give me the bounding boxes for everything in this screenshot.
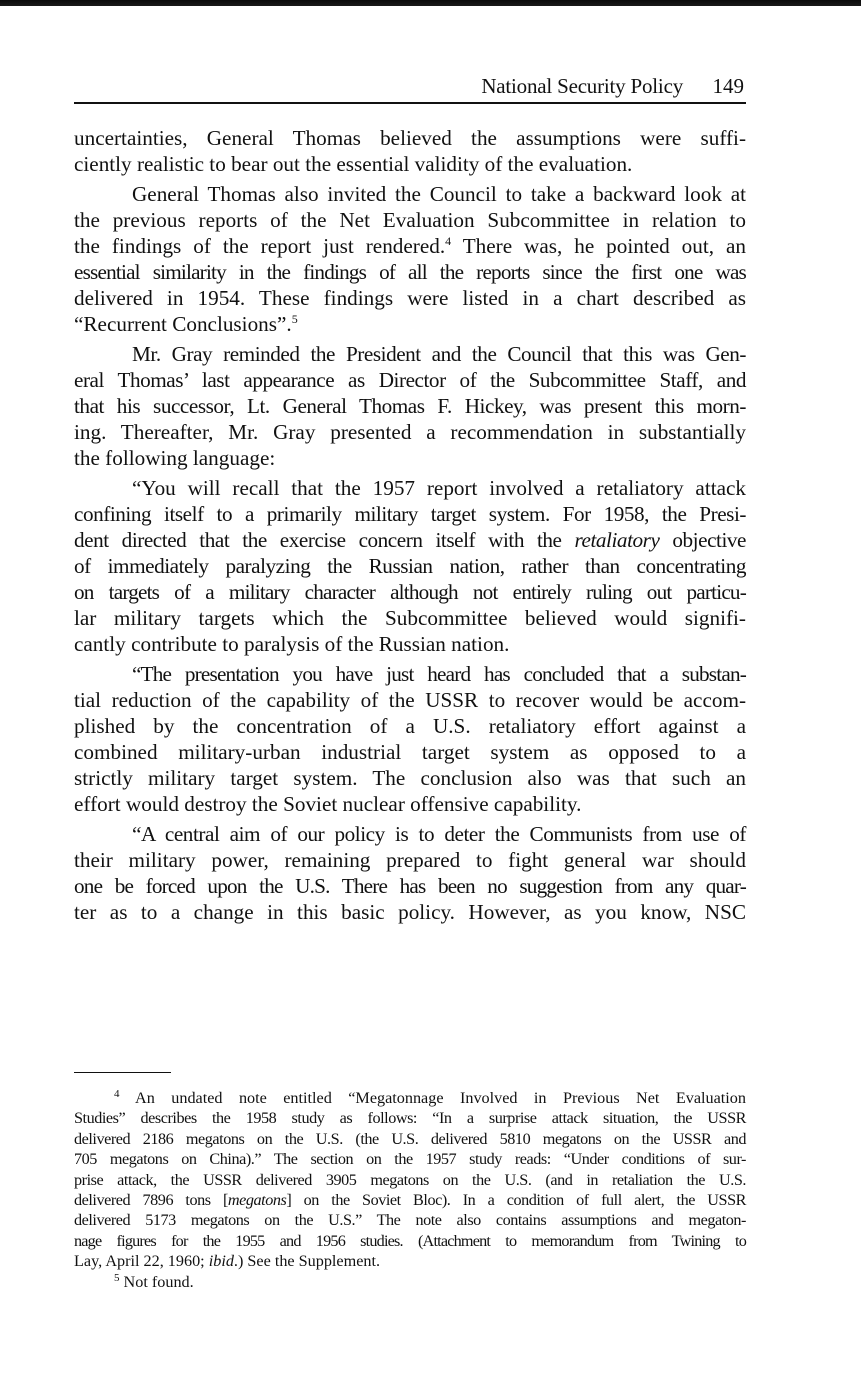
footnote-ref-5[interactable]: 5 xyxy=(291,311,298,326)
text-span: ] on the Soviet Bloc). In a condition of full alert, the USSR xyxy=(286,1190,746,1209)
text-span: the findings of the report just rendered. xyxy=(74,234,446,259)
text-span: An undated note entitled “Megatonnage Involved in Previous Net Evaluation xyxy=(119,1089,746,1107)
text-line: essential similarity in the findings of all the reports since the first one was xyxy=(74,260,746,285)
running-head xyxy=(74,74,746,104)
italic-text: ibid xyxy=(208,1252,234,1271)
text-line: ciently realistic to bear out the essential validity of the evaluation. xyxy=(74,151,633,176)
italic-text: retaliatory xyxy=(574,528,660,553)
text-line xyxy=(74,234,746,260)
text-line: one be forced upon the U.S. There has been no suggestion from any quar- xyxy=(74,873,746,898)
text-span: delivered 7896 tons [ xyxy=(74,1190,228,1209)
text-line: that his successor, Lt. General Thomas F. Hickey, was present this morn- xyxy=(74,394,746,419)
text-line: delivered 2186 megatons on the U.S. (the U.S. delivered 5810 megatons on the USSR and xyxy=(74,1129,746,1148)
text-line: nage figures for the 1955 and 1956 studies. (Attachment to memorandum from Twining to xyxy=(74,1231,746,1250)
paragraph-6 xyxy=(74,822,746,926)
paragraph-5 xyxy=(74,662,746,817)
text-line: 705 megatons on China).” The section on the 1957 study reads: “Under conditions of sur- xyxy=(74,1150,746,1169)
text-line: ing. Thereafter, Mr. Gray presented a recommendation in substantially xyxy=(74,419,746,444)
body-text xyxy=(74,126,746,930)
italic-text: megatons xyxy=(227,1190,287,1209)
text-line: “The presentation you have just heard has concluded that a substan- xyxy=(132,662,746,687)
text-line: Mr. Gray reminded the President and the Council that this was Gen- xyxy=(132,342,746,367)
scan-top-edge xyxy=(0,0,861,6)
text-span: dent directed that the exercise concern itself with the xyxy=(74,528,575,553)
text-line: the following language: xyxy=(74,445,276,470)
paragraph-1 xyxy=(74,126,746,178)
footnote-4 xyxy=(74,1088,746,1272)
text-line: eral Thomas’ last appearance as Director of the Subcommittee Staff, and xyxy=(74,368,746,393)
text-line: ter as to a change in this basic policy. However, as you know, NSC xyxy=(74,899,746,924)
text-line: of immediately paralyzing the Russian nation, rather than concentrating xyxy=(74,554,746,579)
text-line: lar military targets which the Subcommittee believed would signifi- xyxy=(74,605,746,630)
text-line xyxy=(74,528,746,554)
text-line: tial reduction of the capability of the USSR to recover would be accom- xyxy=(74,688,746,713)
text-line: delivered 5173 megatons on the U.S.” The note also contains assumptions and megaton- xyxy=(74,1211,746,1230)
text-line: effort would destroy the Soviet nuclear offensive capability. xyxy=(74,791,582,816)
footnote-divider xyxy=(74,1072,171,1073)
text-line: cantly contribute to paralysis of the Russian nation. xyxy=(74,631,510,656)
page-number: 149 xyxy=(712,74,744,98)
text-line: strictly military target system. The conclusion also was that such an xyxy=(74,765,746,790)
paragraph-3 xyxy=(74,342,746,471)
text-line: uncertainties, General Thomas believed the assumptions were suffi- xyxy=(74,126,746,150)
text-line xyxy=(74,1251,746,1271)
text-line: combined military-urban industrial target system as opposed to a xyxy=(74,739,746,764)
text-line: General Thomas also invited the Council to take a backward look at xyxy=(132,182,746,207)
text-line xyxy=(74,1190,746,1210)
footnotes xyxy=(74,1088,746,1292)
text-span: “Recurrent Conclusions”. xyxy=(74,311,292,336)
paragraph-4 xyxy=(74,476,746,657)
text-line: Studies” describes the 1958 study as follows: “In a surprise attack situation, the USSR xyxy=(74,1109,746,1128)
text-span: .) See the Supplement. xyxy=(233,1252,381,1271)
paragraph-2 xyxy=(74,182,746,337)
text-line: the previous reports of the Net Evaluation Subcommittee in relation to xyxy=(74,208,746,233)
text-line xyxy=(74,1272,746,1292)
footnote-5 xyxy=(74,1272,746,1292)
text-line: delivered in 1954. These findings were listed in a chart described as xyxy=(74,285,746,310)
text-line xyxy=(74,312,746,338)
text-line xyxy=(74,1088,746,1108)
text-line: their military power, remaining prepared to fight general war should xyxy=(74,848,746,873)
text-line: prise attack, the USSR delivered 3905 megatons on the U.S. (and in retaliation the U.S. xyxy=(74,1170,746,1189)
text-span: Not found. xyxy=(119,1272,194,1291)
text-line: plished by the concentration of a U.S. retaliatory effort against a xyxy=(74,713,746,738)
text-span: There was, he pointed out, an xyxy=(451,234,746,259)
text-span: Lay, April 22, 1960; xyxy=(74,1252,209,1271)
footnote-number: 4 xyxy=(114,1088,120,1100)
footnote-number: 5 xyxy=(114,1271,120,1284)
running-head-title: National Security Policy xyxy=(481,74,683,98)
footnote-ref-4[interactable]: 4 xyxy=(445,234,452,249)
text-span: objective xyxy=(659,528,747,553)
text-line: “A central aim of our policy is to deter the Communists from use of xyxy=(132,822,746,847)
text-line: “You will recall that the 1957 report involved a retaliatory attack xyxy=(132,476,746,501)
text-line: on targets of a military character although not entirely ruling out particu- xyxy=(74,579,746,604)
text-line: confining itself to a primarily military target system. For 1958, the Presi- xyxy=(74,502,746,527)
